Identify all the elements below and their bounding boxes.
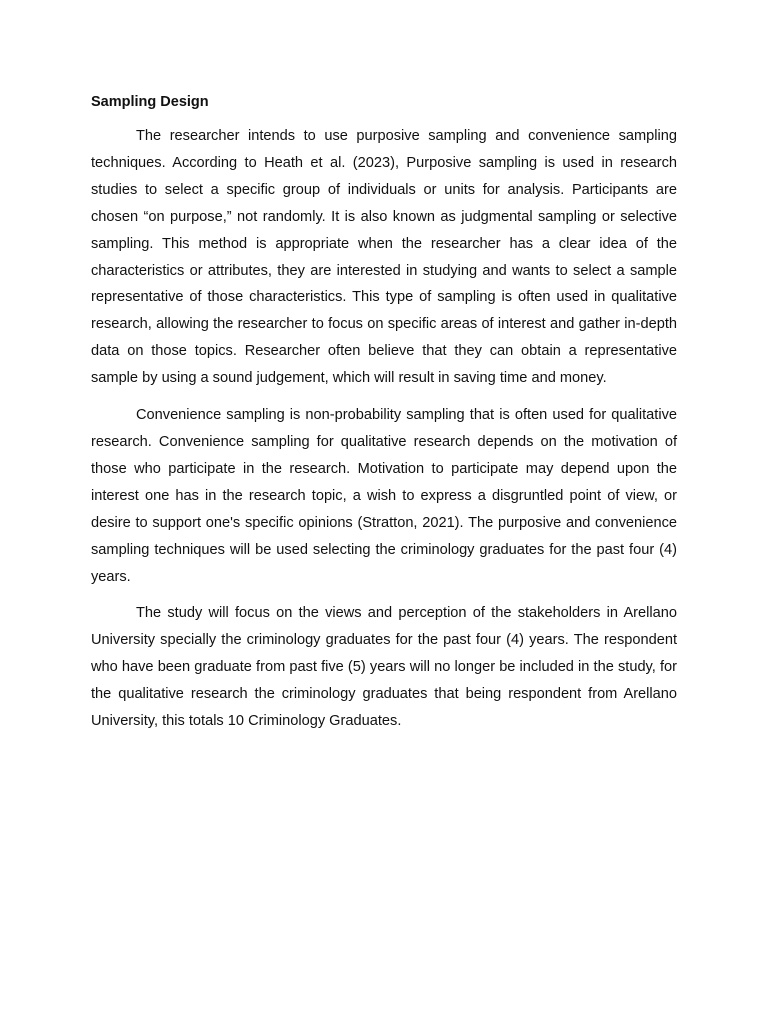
paragraph-study-focus: The study will focus on the views and perception of the stakeholders in Arellano University specially the criminology graduates for the past four (4) years. The respondent who have been graduate from past five (5) years will no longer be included in the study, for the qualitative research the criminology graduates that being respondent from Arellano University, this totals 10 Criminology Graduates. [91,605,677,730]
section-heading: Sampling Design [91,94,209,110]
paragraph-convenience-sampling: Convenience sampling is non-probability sampling that is often used for qualitative research. Convenience sampling for qualitative research depends on the motivation of those who participate in the research. Motivation to participate may depend upon the interest one has in the research topic, a wish to express a disgruntled point of view, or desire to support one's specific opinions (Stratton, 2021). The purposive and convenience sampling techniques will be used selecting the criminology graduates for the past four (4) years. [91,407,677,585]
paragraph-purposive-sampling: The researcher intends to use purposive sampling and convenience sampling techniques. According to Heath et al. (2023), Purposive sampling is used in research studies to select a specific group of individuals or units for analysis. Participants are chosen “on purpose,” not randomly. It is also known as judgmental sampling or selective sampling. This method is appropriate when the researcher has a clear idea of the characteristics or attributes, they are interested in studying and wants to select a sample representative of those characteristics. This type of sampling is often used in qualitative research, allowing the researcher to focus on specific areas of interest and gather in-depth data on those topics. Researcher often believe that they can obtain a representative sample by using a sound judgement, which will result in saving time and money. [91,128,677,387]
